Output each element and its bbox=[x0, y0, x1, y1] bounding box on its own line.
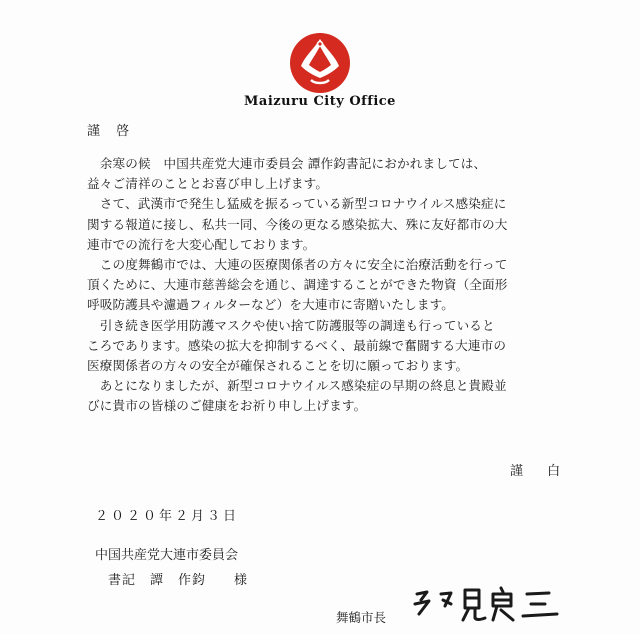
office-name: Maizuru City Office bbox=[244, 94, 396, 109]
body-line: ころであります。感染の拡大を抑制するべく、最前線で奮闘する大連市の bbox=[87, 337, 507, 353]
body-line: 医療関係者の方々の安全が確保されることを切に願っております。 bbox=[87, 358, 469, 374]
body-line: 益々ご清祥のこととお喜び申し上げます。 bbox=[87, 176, 329, 192]
sender-title: 舞鶴市長 bbox=[336, 610, 387, 625]
body-line: さて、武漢市で発生し猛威を振るっている新型コロナウイルス感染症に bbox=[87, 196, 507, 212]
body-line: この度舞鶴市では、大連の医療関係者の方々に安全に治療活動を行って bbox=[87, 257, 508, 273]
body-line: びに貴市の皆様のご健康をお祈り申し上げます。 bbox=[87, 398, 367, 414]
body-line: あとになりましたが、新型コロナウイルス感染症の早期の終息と貴殿並 bbox=[87, 378, 507, 394]
recipient-organization: 中国共産党大連市委員会 bbox=[95, 548, 239, 563]
recipient-name: 書記 譚 作鈞 様 bbox=[108, 573, 249, 588]
body-line: 呼吸防護具や濾過フィルターなど）を大連市に寄贈いたします。 bbox=[87, 297, 455, 313]
letter-body bbox=[87, 154, 557, 417]
salutation: 謹 啓 bbox=[87, 124, 136, 139]
body-line: 連市での流行を大変心配しております。 bbox=[87, 236, 316, 252]
body-line: 関する報道に接し、私共一同、今後の更なる感染拡大、殊に友好都市の大 bbox=[87, 216, 508, 232]
body-line: 余寒の候 中国共産党大連市委員会 譚作鈞書記におかれましては、 bbox=[87, 156, 487, 171]
handwritten-signature-icon bbox=[405, 584, 567, 628]
maizuru-city-emblem-icon bbox=[289, 32, 351, 94]
body-line: 引き続き医学用防護マスクや使い捨て防護服等の調達も行っていると bbox=[87, 317, 495, 333]
closing: 謹 白 bbox=[510, 464, 571, 479]
letter-date: ２０２０年２月３日 bbox=[95, 509, 240, 524]
body-line: 頂くために、大連市慈善総会を通じ、調達することができた物資（全面形 bbox=[87, 277, 508, 293]
